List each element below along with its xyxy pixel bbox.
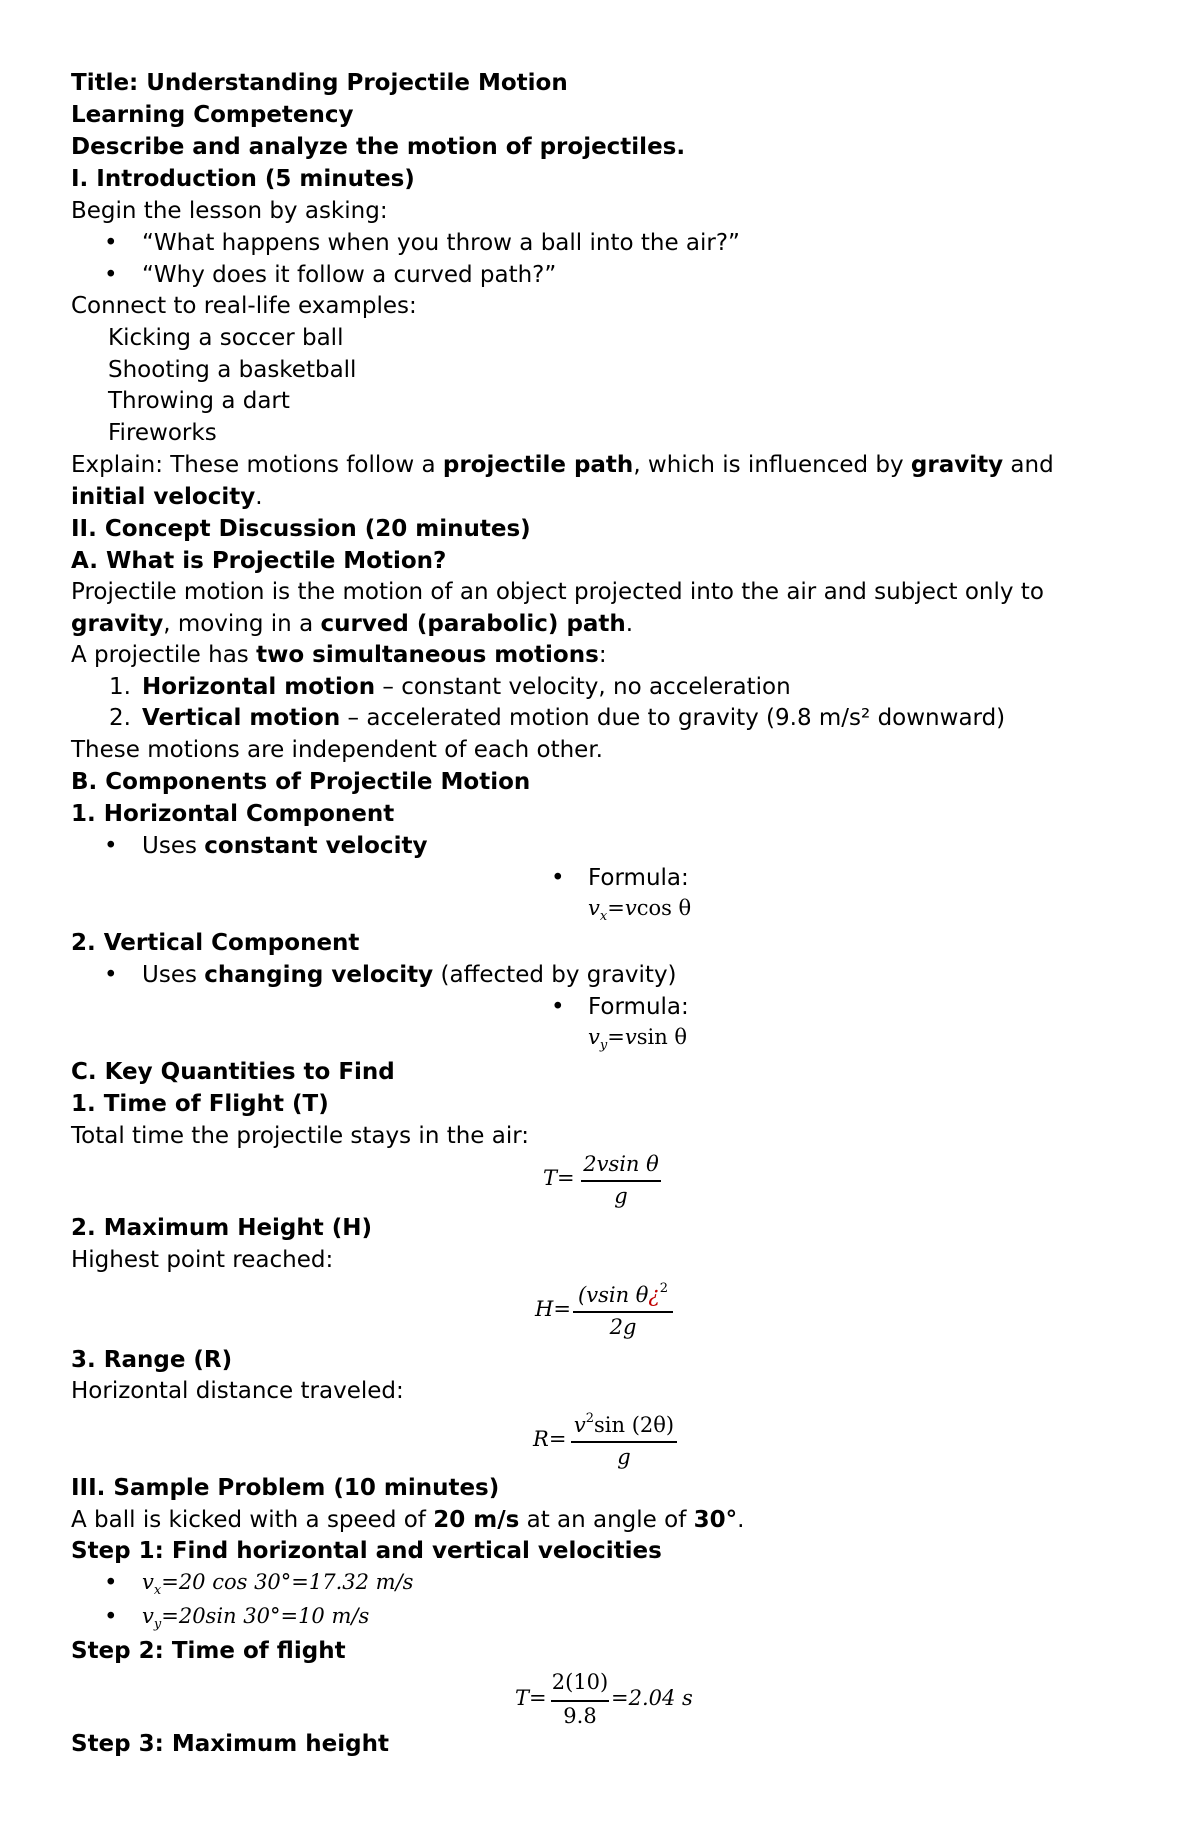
math-expression: =20sin 30°=10 m/s [161, 1604, 370, 1628]
bullet-icon: • [104, 833, 118, 859]
sample-problem [71, 1505, 744, 1536]
fraction-bar [571, 1441, 677, 1443]
formula-lhs [533, 1427, 566, 1451]
step2-heading: Step 2: Time of flight [71, 1638, 346, 1664]
definition-text: Projectile motion is the motion of an object projected into the air and subject only to [71, 579, 1044, 605]
motion-item [142, 703, 1005, 734]
step2-formula [515, 1670, 705, 1732]
uses-text: Uses [142, 833, 205, 859]
intro-connect: Connect to real-life examples: [71, 293, 417, 319]
concept-heading: II. Concept Discussion (20 minutes) [71, 516, 531, 542]
intro-question: “Why does it follow a curved path?” [142, 262, 557, 288]
bullet-icon: • [104, 1570, 118, 1596]
intro-lead: Begin the lesson by asking: [71, 198, 388, 224]
definition-bold: gravity [71, 611, 164, 637]
bullet-icon: • [104, 962, 118, 988]
motions-text: A projectile has [71, 642, 257, 668]
step3-heading: Step 3: Maximum height [71, 1731, 389, 1757]
step1-heading: Step 1: Find horizontal and vertical velocities [71, 1538, 662, 1564]
uses-bold: constant velocity [204, 833, 428, 859]
definition-text: . [625, 611, 634, 637]
fraction-denominator: 9.8 [563, 1704, 597, 1728]
two-motions-text [71, 640, 607, 671]
fraction-numerator [571, 1411, 677, 1437]
math-symbol: v [624, 1025, 637, 1049]
bullet-icon: • [551, 865, 565, 891]
bullet-icon: • [551, 994, 565, 1020]
list-number: 2. [109, 705, 131, 731]
math-symbol: H [535, 1297, 554, 1321]
concept-a-heading: A. What is Projectile Motion? [71, 548, 447, 574]
problem-text: A ball is kicked with a speed of [71, 1507, 434, 1533]
math-symbol: v [624, 896, 637, 920]
motions-text: : [598, 642, 607, 668]
quantities-heading: C. Key Quantities to Find [71, 1059, 395, 1085]
math-symbol: v [142, 1604, 154, 1628]
math-operator: = [607, 896, 625, 920]
fraction-denominator: g [617, 1445, 631, 1469]
math-subscript: y [153, 1617, 162, 1632]
uses-text: Uses [142, 962, 205, 988]
formula-range [533, 1411, 683, 1473]
concept-b-heading: B. Components of Projectile Motion [71, 769, 531, 795]
document-title: Title: Understanding Projectile Motion [71, 70, 568, 96]
formula-vy [588, 1025, 687, 1053]
max-height-heading: 2. Maximum Height (H) [71, 1215, 373, 1241]
problem-bold: 20 m/s [433, 1507, 520, 1533]
math-function: sin θ [636, 1025, 688, 1049]
math-function: cos θ [636, 896, 692, 920]
math-symbol: T [515, 1686, 530, 1710]
math-subscript: y [599, 1038, 608, 1053]
math-symbol: v [588, 896, 600, 920]
explain-bold: initial velocity [71, 484, 256, 510]
math-symbol: v [588, 1025, 600, 1049]
motions-bold: two simultaneous motions [256, 642, 599, 668]
intro-explain-cont [71, 482, 263, 513]
definition-text: , moving in a [163, 611, 321, 637]
formula-lhs [515, 1686, 547, 1710]
fraction-numerator [573, 1281, 673, 1307]
fraction-numerator: 2(10) [551, 1670, 609, 1694]
fraction-bar [581, 1180, 661, 1182]
formula-rhs: =2.04 s [611, 1686, 693, 1710]
formula-label: Formula: [588, 865, 689, 891]
intro-heading: I. Introduction (5 minutes) [71, 166, 415, 192]
step1-vx [142, 1570, 413, 1598]
uses-bold: changing velocity [204, 962, 434, 988]
time-flight-desc: Total time the projectile stays in the air: [71, 1123, 530, 1149]
math-expression: (vsin θ [578, 1283, 649, 1307]
max-height-desc: Highest point reached: [71, 1247, 334, 1273]
math-operator: = [553, 1297, 571, 1321]
bullet-icon: • [104, 1604, 118, 1630]
sample-heading: III. Sample Problem (10 minutes) [71, 1475, 500, 1501]
fraction-denominator: g [614, 1184, 628, 1208]
explain-bold: projectile path [442, 452, 634, 478]
example-item: Throwing a dart [108, 388, 290, 414]
list-number: 1. [109, 674, 131, 700]
horizontal-heading: 1. Horizontal Component [71, 801, 395, 827]
competency-heading: Learning Competency [71, 102, 354, 128]
formula-time-of-flight [543, 1152, 663, 1212]
math-symbol: v [573, 1413, 586, 1437]
problem-text: . [737, 1507, 745, 1533]
horizontal-uses [142, 831, 427, 862]
vertical-heading: 2. Vertical Component [71, 930, 360, 956]
math-glyph: ¿ [648, 1283, 660, 1307]
explain-text: and [1003, 452, 1054, 478]
intro-explain [71, 450, 1054, 481]
fraction-bar [551, 1700, 609, 1702]
math-superscript: 2 [659, 1281, 668, 1296]
math-subscript: x [599, 909, 608, 924]
fraction-numerator: 2vsin θ [583, 1152, 659, 1176]
independent-text: These motions are independent of each other. [71, 737, 603, 763]
formula-vx [588, 896, 691, 924]
fraction-bar [573, 1311, 673, 1313]
math-operator: = [529, 1686, 547, 1710]
motion-name: Horizontal motion [142, 674, 376, 700]
example-item: Fireworks [108, 420, 217, 446]
math-superscript: 2 [585, 1411, 595, 1426]
math-symbol: R [533, 1427, 549, 1451]
definition-bold: curved (parabolic) path [320, 611, 626, 637]
fraction-denominator: 2g [609, 1315, 637, 1339]
math-subscript: x [153, 1583, 162, 1598]
motion-desc: – accelerated motion due to gravity (9.8 m/s² downward) [340, 705, 1006, 731]
competency-text: Describe and analyze the motion of projectiles. [71, 134, 686, 160]
range-desc: Horizontal distance traveled: [71, 1378, 404, 1404]
intro-question: “What happens when you throw a ball into the air?” [142, 230, 740, 256]
formula-max-height [535, 1281, 675, 1343]
explain-text: . [255, 484, 263, 510]
example-item: Kicking a soccer ball [108, 325, 344, 351]
definition-cont [71, 609, 633, 640]
math-symbol: T [543, 1166, 558, 1190]
math-expression: =20 cos 30°=17.32 m/s [161, 1570, 414, 1594]
math-operator: = [548, 1427, 567, 1451]
vertical-uses [142, 960, 677, 991]
formula-label: Formula: [588, 994, 689, 1020]
formula-lhs [535, 1297, 571, 1321]
bullet-icon: • [104, 262, 118, 288]
time-flight-heading: 1. Time of Flight (T) [71, 1091, 329, 1117]
formula-lhs [543, 1166, 575, 1190]
math-operator: = [607, 1025, 625, 1049]
explain-bold: gravity [910, 452, 1004, 478]
problem-text: at an angle of [519, 1507, 694, 1533]
math-symbol: v [142, 1570, 154, 1594]
motion-desc: – constant velocity, no acceleration [375, 674, 791, 700]
problem-bold: 30° [693, 1507, 738, 1533]
explain-text: , which is influenced by [633, 452, 911, 478]
explain-text: Explain: These motions follow a [71, 452, 443, 478]
uses-text: (affected by gravity) [433, 962, 677, 988]
motion-item [142, 672, 791, 703]
bullet-icon: • [104, 230, 118, 256]
math-function: sin (2θ) [594, 1413, 675, 1437]
example-item: Shooting a basketball [108, 357, 357, 383]
step1-vy [142, 1604, 369, 1632]
math-operator: = [557, 1166, 575, 1190]
range-heading: 3. Range (R) [71, 1347, 233, 1373]
motion-name: Vertical motion [142, 705, 341, 731]
